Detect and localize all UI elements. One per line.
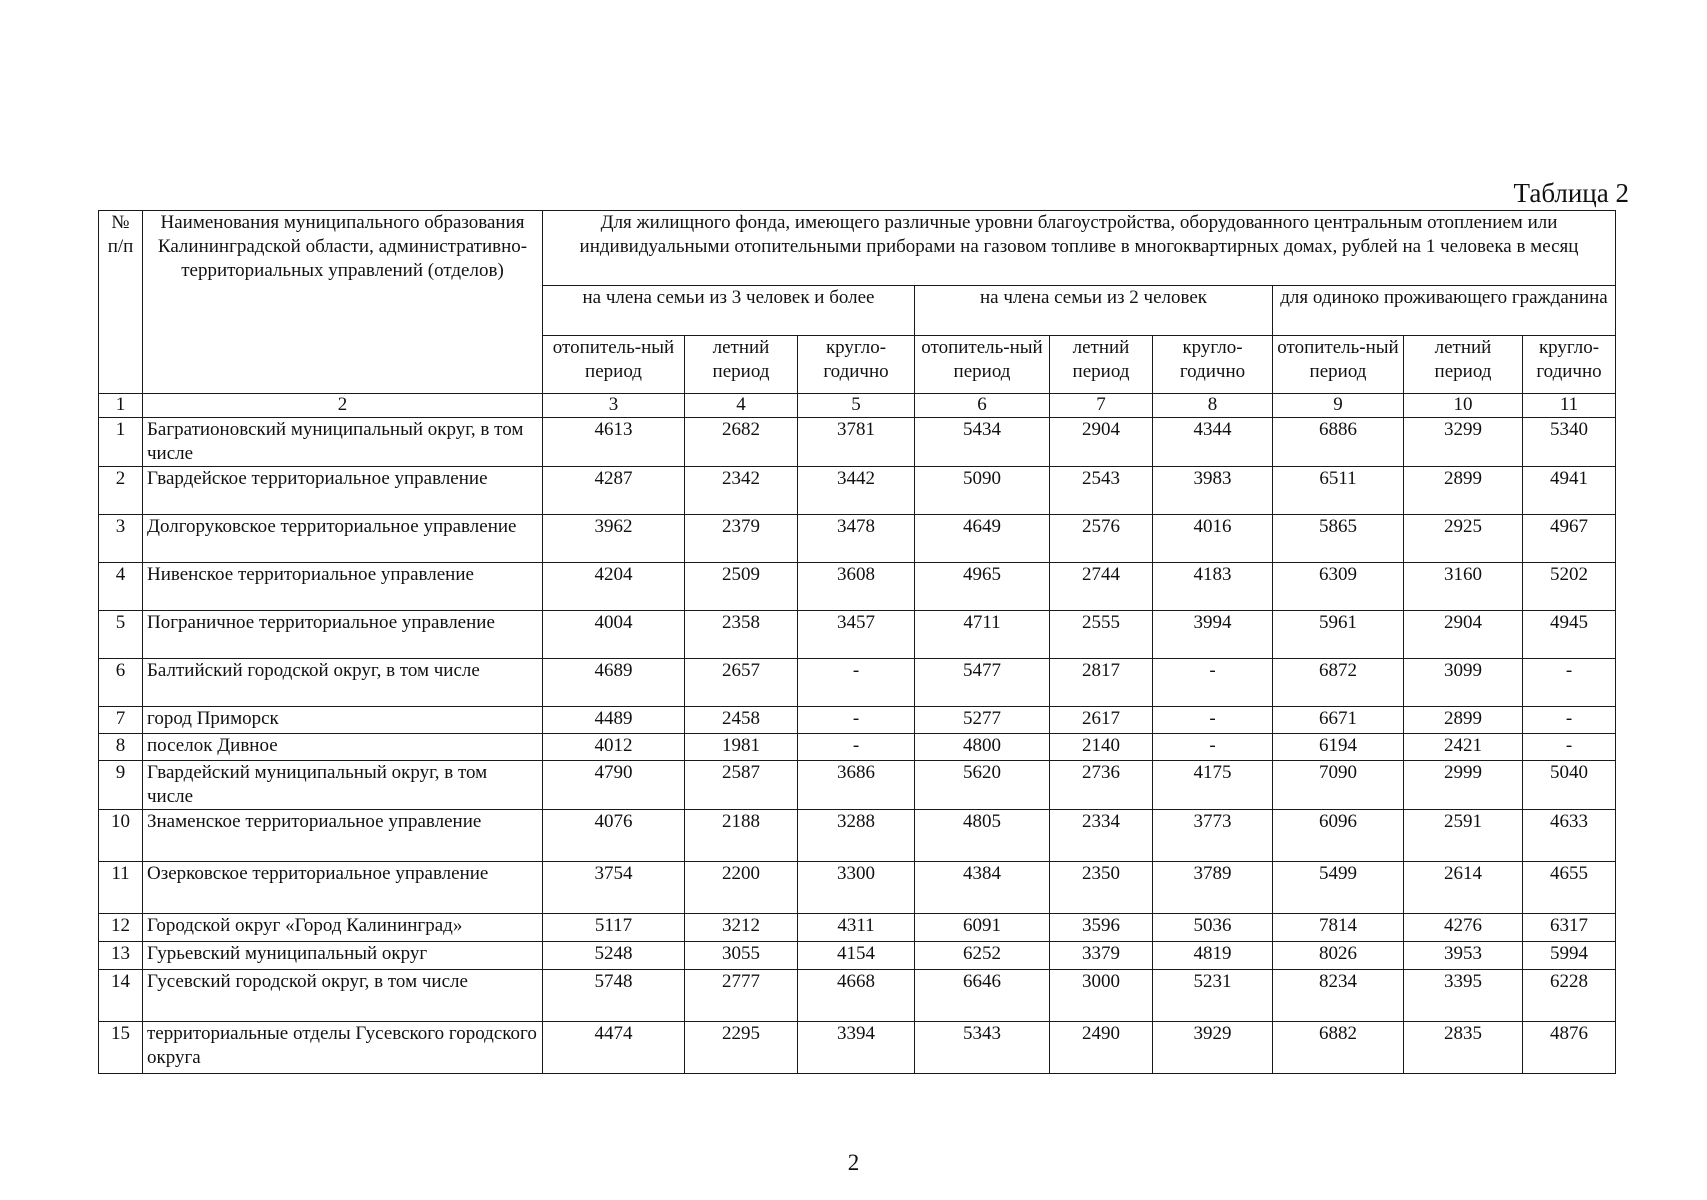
municipality-name: Гусевский городской округ, в том числе: [143, 970, 543, 1022]
value-cell: -: [1523, 659, 1616, 707]
value-cell: -: [1523, 707, 1616, 734]
municipality-name: Гвардейское территориальное управление: [143, 467, 543, 515]
value-cell: 2736: [1050, 761, 1153, 810]
column-number: 4: [685, 394, 798, 418]
value-cell: 2617: [1050, 707, 1153, 734]
row-number: 11: [99, 862, 143, 914]
value-cell: 2188: [685, 810, 798, 862]
value-cell: 3781: [798, 418, 915, 467]
value-cell: -: [1153, 734, 1273, 761]
column-number: 6: [915, 394, 1050, 418]
municipality-name: Пограничное территориальное управление: [143, 611, 543, 659]
value-cell: 6091: [915, 914, 1050, 942]
municipality-name: Долгоруковское территориальное управление: [143, 515, 543, 563]
value-cell: 3394: [798, 1022, 915, 1074]
value-cell: 5231: [1153, 970, 1273, 1022]
value-cell: 4967: [1523, 515, 1616, 563]
value-cell: 3099: [1404, 659, 1523, 707]
value-cell: 3994: [1153, 611, 1273, 659]
period-header: кругло-годично: [1153, 336, 1273, 394]
value-cell: 5343: [915, 1022, 1050, 1074]
value-cell: 4384: [915, 862, 1050, 914]
row-number: 8: [99, 734, 143, 761]
period-header: летний период: [1050, 336, 1153, 394]
row-number: 1: [99, 418, 143, 467]
value-cell: 4276: [1404, 914, 1523, 942]
value-cell: 2614: [1404, 862, 1523, 914]
period-header: летний период: [685, 336, 798, 394]
value-cell: 2817: [1050, 659, 1153, 707]
table-row: [99, 418, 1616, 467]
value-cell: 6882: [1273, 1022, 1404, 1074]
subgroup-3-persons: на члена семьи из 3 человек и более: [543, 286, 915, 336]
column-number: 7: [1050, 394, 1153, 418]
value-cell: 5620: [915, 761, 1050, 810]
value-cell: 4876: [1523, 1022, 1616, 1074]
value-cell: 3055: [685, 942, 798, 970]
value-cell: 2999: [1404, 761, 1523, 810]
value-cell: 2200: [685, 862, 798, 914]
row-number: 3: [99, 515, 143, 563]
value-cell: 6228: [1523, 970, 1616, 1022]
value-cell: 4790: [543, 761, 685, 810]
value-cell: 3983: [1153, 467, 1273, 515]
value-cell: 4965: [915, 563, 1050, 611]
value-cell: 2744: [1050, 563, 1153, 611]
value-cell: 6872: [1273, 659, 1404, 707]
value-cell: 2587: [685, 761, 798, 810]
table-row: [99, 914, 1616, 942]
value-cell: 3478: [798, 515, 915, 563]
value-cell: 6886: [1273, 418, 1404, 467]
municipality-name: Озерковское территориальное управление: [143, 862, 543, 914]
period-header: летний период: [1404, 336, 1523, 394]
value-cell: 2591: [1404, 810, 1523, 862]
value-cell: 5090: [915, 467, 1050, 515]
column-number: 9: [1273, 394, 1404, 418]
value-cell: 1981: [685, 734, 798, 761]
value-cell: 3773: [1153, 810, 1273, 862]
value-cell: 2342: [685, 467, 798, 515]
value-cell: 4016: [1153, 515, 1273, 563]
row-number: 5: [99, 611, 143, 659]
table-row: [99, 761, 1616, 810]
value-cell: 4311: [798, 914, 915, 942]
value-cell: 5036: [1153, 914, 1273, 942]
period-header: отопитель-ный период: [543, 336, 685, 394]
value-cell: 4287: [543, 467, 685, 515]
value-cell: 3300: [798, 862, 915, 914]
value-cell: 5340: [1523, 418, 1616, 467]
row-number: 14: [99, 970, 143, 1022]
value-cell: 3212: [685, 914, 798, 942]
value-cell: 4489: [543, 707, 685, 734]
table-row: [99, 810, 1616, 862]
row-number: 2: [99, 467, 143, 515]
value-cell: 5477: [915, 659, 1050, 707]
row-number: 12: [99, 914, 143, 942]
table-row: [99, 734, 1616, 761]
row-number: 15: [99, 1022, 143, 1074]
value-cell: 4012: [543, 734, 685, 761]
row-number: 10: [99, 810, 143, 862]
tariff-table: [98, 210, 1616, 1074]
value-cell: 4819: [1153, 942, 1273, 970]
value-cell: 4183: [1153, 563, 1273, 611]
value-cell: 3686: [798, 761, 915, 810]
value-cell: 6317: [1523, 914, 1616, 942]
value-cell: 8026: [1273, 942, 1404, 970]
value-cell: -: [1153, 707, 1273, 734]
value-cell: 2576: [1050, 515, 1153, 563]
value-cell: 3754: [543, 862, 685, 914]
value-cell: 6309: [1273, 563, 1404, 611]
value-cell: 3379: [1050, 942, 1153, 970]
table-row: [99, 970, 1616, 1022]
table-row: [99, 1022, 1616, 1074]
value-cell: 5748: [543, 970, 685, 1022]
table-row: [99, 862, 1616, 914]
value-cell: 4175: [1153, 761, 1273, 810]
value-cell: 5865: [1273, 515, 1404, 563]
value-cell: 2555: [1050, 611, 1153, 659]
subgroup-single: для одиноко проживающего гражданина: [1273, 286, 1616, 336]
value-cell: 4945: [1523, 611, 1616, 659]
value-cell: 4613: [543, 418, 685, 467]
value-cell: 6646: [915, 970, 1050, 1022]
value-cell: -: [798, 707, 915, 734]
header-no: № п/п: [99, 211, 143, 394]
value-cell: 2509: [685, 563, 798, 611]
value-cell: 3789: [1153, 862, 1273, 914]
value-cell: 4076: [543, 810, 685, 862]
value-cell: 4204: [543, 563, 685, 611]
municipality-name: поселок Дивное: [143, 734, 543, 761]
value-cell: 2682: [685, 418, 798, 467]
municipality-name: Городской округ «Город Калининград»: [143, 914, 543, 942]
value-cell: 2421: [1404, 734, 1523, 761]
value-cell: 2899: [1404, 707, 1523, 734]
value-cell: 2543: [1050, 467, 1153, 515]
value-cell: 6194: [1273, 734, 1404, 761]
value-cell: 4004: [543, 611, 685, 659]
municipality-name: Нивенское территориальное управление: [143, 563, 543, 611]
municipality-name: территориальные отделы Гусевского городского округа: [143, 1022, 543, 1074]
period-header: кругло-годично: [1523, 336, 1616, 394]
municipality-name: город Приморск: [143, 707, 543, 734]
table-body: [99, 418, 1616, 1074]
period-header: отопитель-ный период: [1273, 336, 1404, 394]
value-cell: 5961: [1273, 611, 1404, 659]
value-cell: 2925: [1404, 515, 1523, 563]
value-cell: 3608: [798, 563, 915, 611]
column-number: 3: [543, 394, 685, 418]
value-cell: 3953: [1404, 942, 1523, 970]
row-number: 9: [99, 761, 143, 810]
value-cell: -: [798, 659, 915, 707]
value-cell: 3962: [543, 515, 685, 563]
value-cell: 3000: [1050, 970, 1153, 1022]
value-cell: -: [798, 734, 915, 761]
value-cell: 4800: [915, 734, 1050, 761]
value-cell: 3288: [798, 810, 915, 862]
table-row: [99, 611, 1616, 659]
column-number: 5: [798, 394, 915, 418]
value-cell: 5994: [1523, 942, 1616, 970]
value-cell: 4649: [915, 515, 1050, 563]
value-cell: 5434: [915, 418, 1050, 467]
table-row: [99, 707, 1616, 734]
value-cell: 2490: [1050, 1022, 1153, 1074]
table-row: [99, 659, 1616, 707]
page-number: 2: [847, 1150, 860, 1175]
value-cell: 6096: [1273, 810, 1404, 862]
table-caption: Таблица 2: [1513, 178, 1629, 208]
value-cell: -: [1523, 734, 1616, 761]
value-cell: 5499: [1273, 862, 1404, 914]
value-cell: 5202: [1523, 563, 1616, 611]
value-cell: 2904: [1404, 611, 1523, 659]
municipality-name: Гвардейский муниципальный округ, в том числе: [143, 761, 543, 810]
value-cell: 3299: [1404, 418, 1523, 467]
value-cell: 4474: [543, 1022, 685, 1074]
header-name: Наименования муниципального образования Калининградской области, административно-территориальных управлений (отделов): [143, 211, 543, 394]
value-cell: 3929: [1153, 1022, 1273, 1074]
municipality-name: Багратионовский муниципальный округ, в том числе: [143, 418, 543, 467]
table-row: [99, 515, 1616, 563]
municipality-name: Знаменское территориальное управление: [143, 810, 543, 862]
row-number: 6: [99, 659, 143, 707]
value-cell: 7814: [1273, 914, 1404, 942]
value-cell: 2835: [1404, 1022, 1523, 1074]
value-cell: 2458: [685, 707, 798, 734]
column-number: 8: [1153, 394, 1273, 418]
column-number: 11: [1523, 394, 1616, 418]
value-cell: 4689: [543, 659, 685, 707]
value-cell: 2379: [685, 515, 798, 563]
column-number: 10: [1404, 394, 1523, 418]
value-cell: 2904: [1050, 418, 1153, 467]
value-cell: 2777: [685, 970, 798, 1022]
value-cell: 5248: [543, 942, 685, 970]
value-cell: 4154: [798, 942, 915, 970]
subgroup-2-persons: на члена семьи из 2 человек: [915, 286, 1273, 336]
value-cell: 4668: [798, 970, 915, 1022]
value-cell: 2358: [685, 611, 798, 659]
value-cell: 3395: [1404, 970, 1523, 1022]
municipality-name: Балтийский городской округ, в том числе: [143, 659, 543, 707]
column-number-row: [99, 394, 1616, 418]
value-cell: 7090: [1273, 761, 1404, 810]
row-number: 13: [99, 942, 143, 970]
value-cell: 5040: [1523, 761, 1616, 810]
value-cell: 6671: [1273, 707, 1404, 734]
value-cell: 4711: [915, 611, 1050, 659]
value-cell: 4344: [1153, 418, 1273, 467]
value-cell: 2295: [685, 1022, 798, 1074]
table-row: [99, 942, 1616, 970]
value-cell: 4805: [915, 810, 1050, 862]
period-header: кругло-годично: [798, 336, 915, 394]
value-cell: 2334: [1050, 810, 1153, 862]
header-group-title: Для жилищного фонда, имеющего различные уровни благоустройства, оборудованного центральным отоплением или индивидуальными отопительными приборами на газовом топливе в многоквартирных домах, рублей на 1 человека в месяц: [543, 211, 1616, 286]
value-cell: 5117: [543, 914, 685, 942]
period-header: отопитель-ный период: [915, 336, 1050, 394]
table-row: [99, 467, 1616, 515]
value-cell: 2350: [1050, 862, 1153, 914]
value-cell: 4655: [1523, 862, 1616, 914]
column-number: 2: [143, 394, 543, 418]
value-cell: 3457: [798, 611, 915, 659]
value-cell: 6511: [1273, 467, 1404, 515]
row-number: 7: [99, 707, 143, 734]
value-cell: 5277: [915, 707, 1050, 734]
row-number: 4: [99, 563, 143, 611]
value-cell: 3442: [798, 467, 915, 515]
municipality-name: Гурьевский муниципальный округ: [143, 942, 543, 970]
value-cell: 2657: [685, 659, 798, 707]
value-cell: 3596: [1050, 914, 1153, 942]
table-row: [99, 563, 1616, 611]
value-cell: 2140: [1050, 734, 1153, 761]
value-cell: 2899: [1404, 467, 1523, 515]
value-cell: 8234: [1273, 970, 1404, 1022]
value-cell: 4633: [1523, 810, 1616, 862]
column-number: 1: [99, 394, 143, 418]
value-cell: 3160: [1404, 563, 1523, 611]
value-cell: 6252: [915, 942, 1050, 970]
value-cell: 4941: [1523, 467, 1616, 515]
value-cell: -: [1153, 659, 1273, 707]
